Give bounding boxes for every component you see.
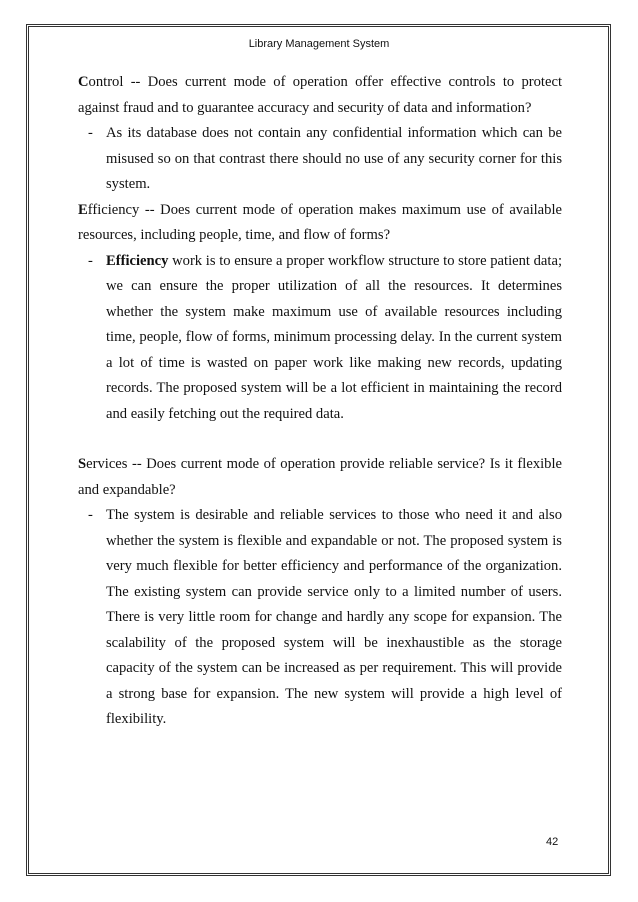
services-bullet-dash: - xyxy=(88,507,93,523)
control-question-text: ontrol -- Does current mode of operation offer effective controls to protect against fraud and to guarantee accuracy and security of data and information? xyxy=(78,74,562,116)
efficiency-answer xyxy=(78,249,562,428)
document-body xyxy=(78,70,562,733)
section-spacer xyxy=(78,427,562,452)
running-header: Library Management System xyxy=(248,38,390,50)
services-question xyxy=(78,452,562,503)
control-answer-text: As its database does not contain any confidential information which can be misused so on that contrast there should no use of any security corner for this system. xyxy=(106,125,562,192)
control-bullet-dash: - xyxy=(88,125,93,141)
control-lead-letter: C xyxy=(78,74,89,90)
efficiency-lead-letter: E xyxy=(78,201,88,218)
control-answer xyxy=(78,121,562,198)
efficiency-answer-keyword: Efficiency xyxy=(106,252,169,269)
page-number: 42 xyxy=(546,836,559,848)
efficiency-question-text: fficiency -- Does current mode of operation makes maximum use of available resources, including people, time, and flow of forms? xyxy=(78,201,562,243)
efficiency-question xyxy=(78,198,562,249)
efficiency-bullet-dash: - xyxy=(88,252,93,269)
services-answer-text: The system is desirable and reliable services to those who need it and also whether the system is flexible and expandable or not. The proposed system is very much flexible for better efficiency and performance of the organization. The existing system can provide service only to a limited number of users. There is very little room for change and hardly any scope for expansion. The scalability of the proposed system will be inexhaustible as the storage capacity of the system can be increased as per requirement. This will provide a strong base for expansion. The new system will provide a high level of flexibility. xyxy=(106,507,562,727)
efficiency-answer-text: work is to ensure a proper workflow structure to store patient data; we can ensure the proper utilization of all the resources. It determines whether the system make maximum use of available resources including time, people, flow of forms, minimum processing delay. In the current system a lot of time is wasted on paper work like making new records, updating records. The proposed system will be a lot efficient in maintaining the record and easily fetching out the required data. xyxy=(106,252,562,422)
services-answer xyxy=(78,503,562,733)
control-question xyxy=(78,70,562,121)
services-question-text: ervices -- Does current mode of operation provide reliable service? Is it flexible and expandable? xyxy=(78,456,562,498)
services-lead-letter: S xyxy=(78,456,87,472)
